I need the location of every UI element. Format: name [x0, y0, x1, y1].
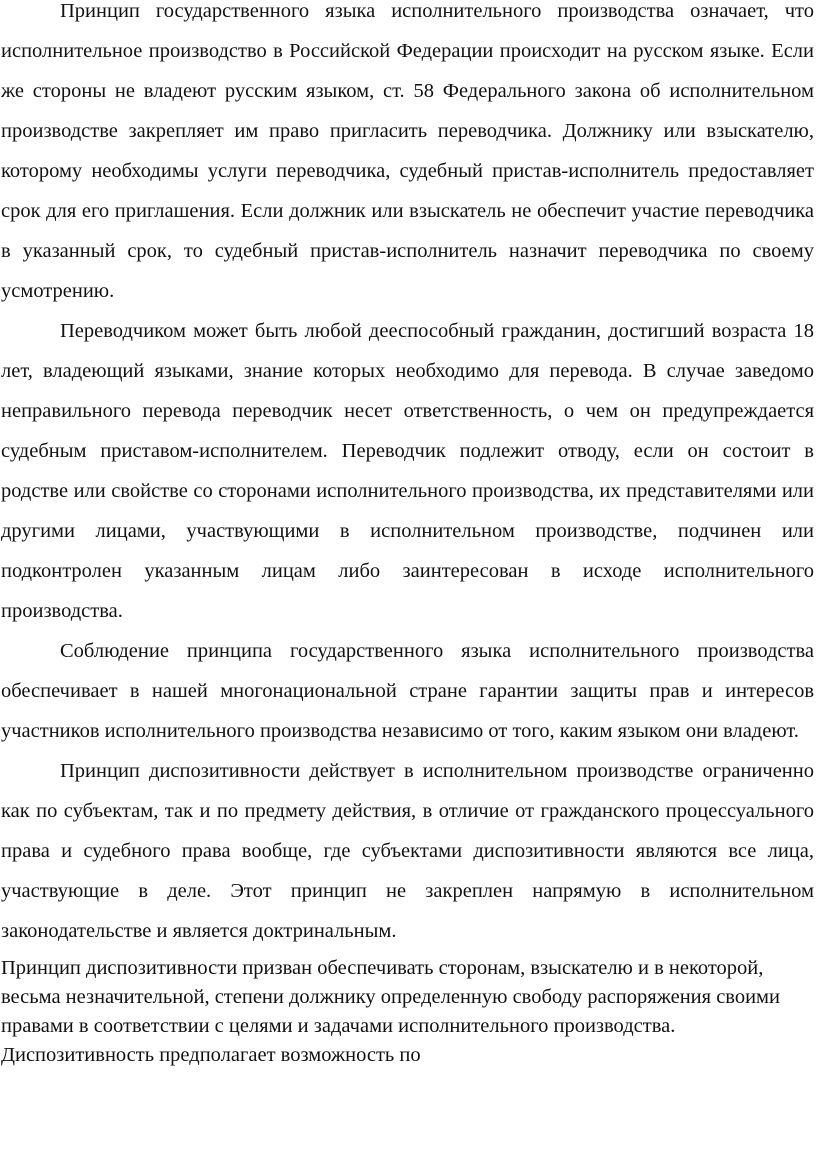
paragraph-dispositivity-purpose: Принцип диспозитивности призван обеспечивать сторонам, взыскателю и в некоторой, весьма незначительной, степени должнику определенную свободу распоряжения своими правами в соответствии с целями и задачами исполнительного производства. Диспозитивность предполагает возможность по	[1, 957, 780, 1066]
paragraph-state-language-principle: Принцип государственного языка исполнительного производства означает, что исполнительное производство в Российской Федерации происходит на русском языке. Если же стороны не владеют русским языком, ст. 58 Федерального закона об исполнительном производстве закрепляет им право пригласить переводчика. Должнику или взыскателю, которому необходимы услуги переводчика, судебный пристав-исполнитель предоставляет срок для его приглашения. Если должник или взыскатель не обеспечит участие переводчика в указанный срок, то судебный пристав-исполнитель назначит переводчика по своему усмотрению.	[1, 0, 814, 302]
paragraph-dispositivity-principle: Принцип диспозитивности действует в исполнительном производстве ограниченно как по субъектам, так и по предмету действия, в отличие от гражданского процессуального права и судебного права вообще, где субъектами диспозитивности являются все лица, участвующие в деле. Этот принцип не закреплен напрямую в исполнительном законодательстве и является доктринальным.	[1, 760, 814, 942]
paragraph-translator: Переводчиком может быть любой дееспособный гражданин, достигший возраста 18 лет, владеющий языками, знание которых необходимо для перевода. В случае заведомо неправильного перевода переводчик несет ответственность, о чем он предупреждается судебным приставом-исполнителем. Переводчик подлежит отводу, если он состоит в родстве или свойстве со сторонами исполнительного производства, их представителями или другими лицами, участвующими в исполнительном производстве, подчинен или подконтролен указанным лицам либо заинтересован в исходе исполнительного производства.	[1, 320, 814, 622]
paragraph-guarantees: Соблюдение принципа государственного языка исполнительного производства обеспечивает в нашей многонациональной стране гарантии защиты прав и интересов участников исполнительного производства независимо от того, каким языком они владеют.	[1, 640, 814, 742]
